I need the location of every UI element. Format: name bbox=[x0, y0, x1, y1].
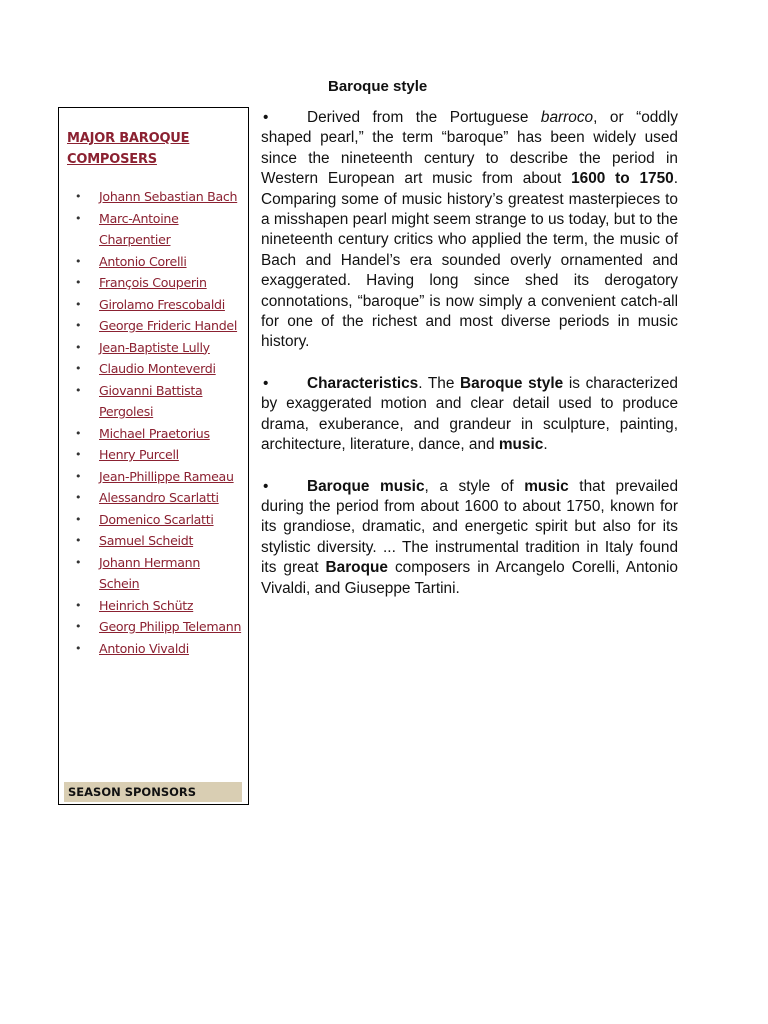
paragraph-baroque-music bbox=[261, 477, 678, 599]
list-item bbox=[73, 509, 243, 531]
bullet-icon: • bbox=[75, 469, 82, 483]
text: . The bbox=[418, 374, 461, 392]
composer-link[interactable]: Marc-Antoine Charpentier bbox=[99, 210, 179, 247]
composer-list bbox=[73, 186, 243, 659]
paragraph-characteristics bbox=[261, 374, 678, 456]
composers-sidebar bbox=[58, 107, 249, 805]
composer-link[interactable]: Girolamo Frescobaldi bbox=[99, 296, 225, 312]
bullet-icon: • bbox=[75, 297, 82, 311]
composer-link[interactable]: Antonio Vivaldi bbox=[99, 640, 189, 656]
text: , a style of bbox=[424, 477, 525, 495]
list-item bbox=[73, 251, 243, 273]
list-item bbox=[73, 552, 243, 595]
composer-link[interactable]: François Couperin bbox=[99, 275, 207, 290]
text-bold: Baroque bbox=[325, 559, 388, 577]
text-bold: music bbox=[498, 436, 544, 454]
composer-link[interactable]: Domenico Scarlatti bbox=[99, 511, 214, 527]
composer-link[interactable]: Claudio Monteverdi bbox=[99, 361, 216, 376]
composer-link[interactable]: Alessandro Scarlatti bbox=[99, 490, 219, 505]
bullet-icon: • bbox=[75, 512, 82, 526]
page-title: Baroque style bbox=[328, 78, 428, 95]
bullet-icon: • bbox=[75, 254, 82, 268]
composer-link[interactable]: Johann Hermann Schein bbox=[99, 554, 201, 591]
bullet-icon: • bbox=[263, 109, 269, 126]
composer-link[interactable]: Giovanni Battista Pergolesi bbox=[99, 382, 203, 419]
list-item bbox=[73, 487, 243, 509]
text: is characterized by exaggerated motion and clear detail used to produce drama, exuberance, and grandeur in sculpture, painting, architecture, literature, dance, and bbox=[261, 374, 678, 454]
list-item bbox=[73, 208, 243, 251]
bullet-icon: • bbox=[75, 491, 82, 504]
sidebar-heading-line2[interactable]: COMPOSERS bbox=[67, 152, 157, 167]
text-italic: barroco bbox=[540, 109, 594, 126]
list-item bbox=[73, 466, 243, 488]
composer-link[interactable]: Johann Sebastian Bach bbox=[99, 189, 238, 204]
bullet-icon: • bbox=[75, 319, 82, 332]
list-item bbox=[73, 638, 243, 660]
list-item bbox=[73, 315, 243, 337]
composer-link[interactable]: Henry Purcell bbox=[99, 447, 179, 462]
paragraph-origin bbox=[261, 108, 678, 353]
composer-link[interactable]: Heinrich Schütz bbox=[99, 597, 194, 613]
composer-link[interactable]: Jean-Baptiste Lully bbox=[99, 339, 210, 355]
text: . Comparing some of music history’s greatest masterpieces to a misshapen pearl might seem strange to us today, but to the nineteenth century critics who applied the term, the music of Bach and Handel’s era sounded overly ornamented and exaggerated. Having long since shed its derogatory connotations, “baroque” is now simply a convenient catch-all for one of the richest and most diverse periods in music history. bbox=[261, 170, 679, 351]
bullet-icon: • bbox=[75, 340, 82, 354]
text-bold: Baroque music bbox=[307, 477, 425, 495]
main-text bbox=[261, 108, 678, 620]
sidebar-heading[interactable] bbox=[67, 128, 227, 170]
bullet-icon: • bbox=[75, 598, 82, 612]
bullet-icon: • bbox=[75, 211, 82, 225]
text: Derived from the Portuguese bbox=[307, 109, 541, 126]
list-item bbox=[73, 186, 243, 208]
list-item bbox=[73, 358, 243, 380]
composer-link[interactable]: Georg Philipp Telemann bbox=[99, 619, 242, 634]
season-sponsors-bar[interactable]: SEASON SPONSORS bbox=[64, 782, 242, 802]
list-item bbox=[73, 380, 243, 423]
bullet-icon: • bbox=[75, 190, 82, 203]
composer-link[interactable]: George Frideric Handel bbox=[99, 318, 238, 333]
composer-link[interactable]: Antonio Corelli bbox=[99, 253, 187, 269]
list-item bbox=[73, 423, 243, 445]
bullet-icon: • bbox=[75, 448, 82, 461]
list-item bbox=[73, 337, 243, 359]
sidebar-heading-line1[interactable]: MAJOR BAROQUE bbox=[67, 131, 190, 146]
list-item bbox=[73, 616, 243, 638]
bullet-icon: • bbox=[75, 383, 82, 397]
list-item bbox=[73, 294, 243, 316]
list-item bbox=[73, 444, 243, 466]
composer-link[interactable]: Michael Praetorius bbox=[99, 425, 210, 441]
text-bold: music bbox=[524, 477, 569, 495]
bullet-icon: • bbox=[75, 555, 82, 569]
bullet-icon: • bbox=[75, 620, 82, 633]
text: that prevailed during the period from about 1600 to about 1750, known for its grandiose, dramatic, and energetic spirit but also for its stylistic diversity. ... The instrumental tradition in Italy found its great bbox=[261, 477, 679, 577]
composer-link[interactable]: Samuel Scheidt bbox=[99, 533, 194, 548]
list-item bbox=[73, 595, 243, 617]
list-item bbox=[73, 272, 243, 294]
text: composers in Arcangelo Corelli, Antonio Vivaldi, and Giuseppe Tartini. bbox=[261, 559, 678, 597]
bullet-icon: • bbox=[75, 534, 82, 547]
bullet-icon: • bbox=[75, 641, 82, 655]
bullet-icon: • bbox=[75, 276, 82, 289]
bullet-icon: • bbox=[75, 362, 82, 375]
text: . bbox=[543, 436, 548, 454]
composer-link[interactable]: Jean-Phillippe Rameau bbox=[99, 468, 234, 484]
text-bold: 1600 to 1750 bbox=[571, 170, 674, 188]
text: , or “oddly shaped pearl,” the term “baroque” has been widely used since the nineteenth century to describe the period in Western European art music from about bbox=[261, 109, 678, 188]
bullet-icon: • bbox=[75, 426, 82, 440]
list-item bbox=[73, 530, 243, 552]
text-bold: Baroque style bbox=[460, 374, 564, 392]
text-bold: Characteristics bbox=[307, 374, 419, 392]
bullet-icon: • bbox=[263, 374, 269, 392]
bullet-icon: • bbox=[263, 477, 269, 495]
